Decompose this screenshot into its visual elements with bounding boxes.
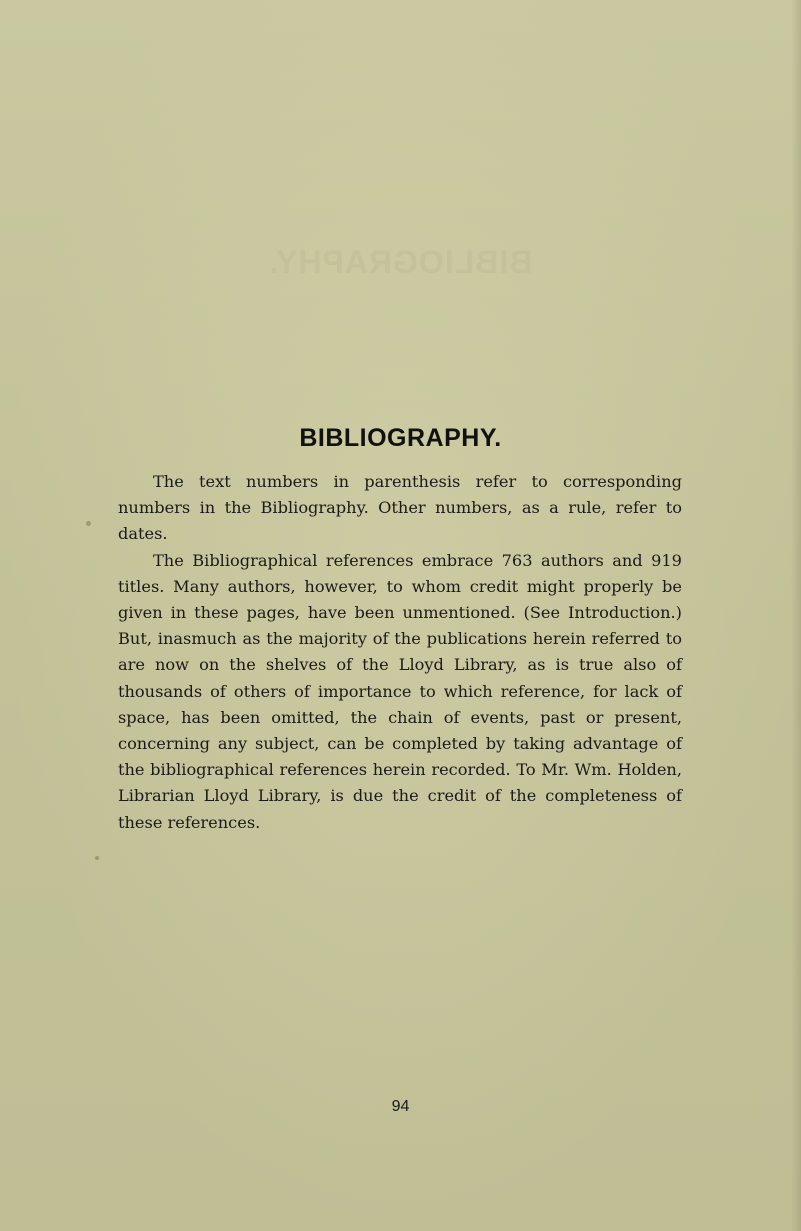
paragraph-2: The Bibliographical references embrace 763 authors and 919 titles. Many authors, however, to whom credit might properly be given in these pages, have been unmentioned. (See Introduction.) But, inasmuch as the majority of the publications herein referred to are now on the shelves of the Lloyd Library, as is true also of thousands of others of importance to which reference, for lack of space, has been omitted, the chain of events, past or present, concerning any subject, can be completed by taking advantage of the bibliographical references herein recorded. To Mr. Wm. Holden, Librarian Lloyd Library, is due the credit of the completeness of these references. [118,550,682,832]
body-text [118,469,682,836]
page-edge-shadow [791,0,801,1231]
bleed-through-title: BIBLIOGRAPHY. [268,244,533,280]
paper-speck [95,856,99,860]
page-number: 94 [391,1098,410,1115]
page-title: BIBLIOGRAPHY. [299,424,502,452]
paragraph-1: The text numbers in parenthesis refer to corresponding numbers in the Bibliography. Other numbers, as a rule, refer to dates. [118,472,682,544]
paper-speck [86,521,91,526]
